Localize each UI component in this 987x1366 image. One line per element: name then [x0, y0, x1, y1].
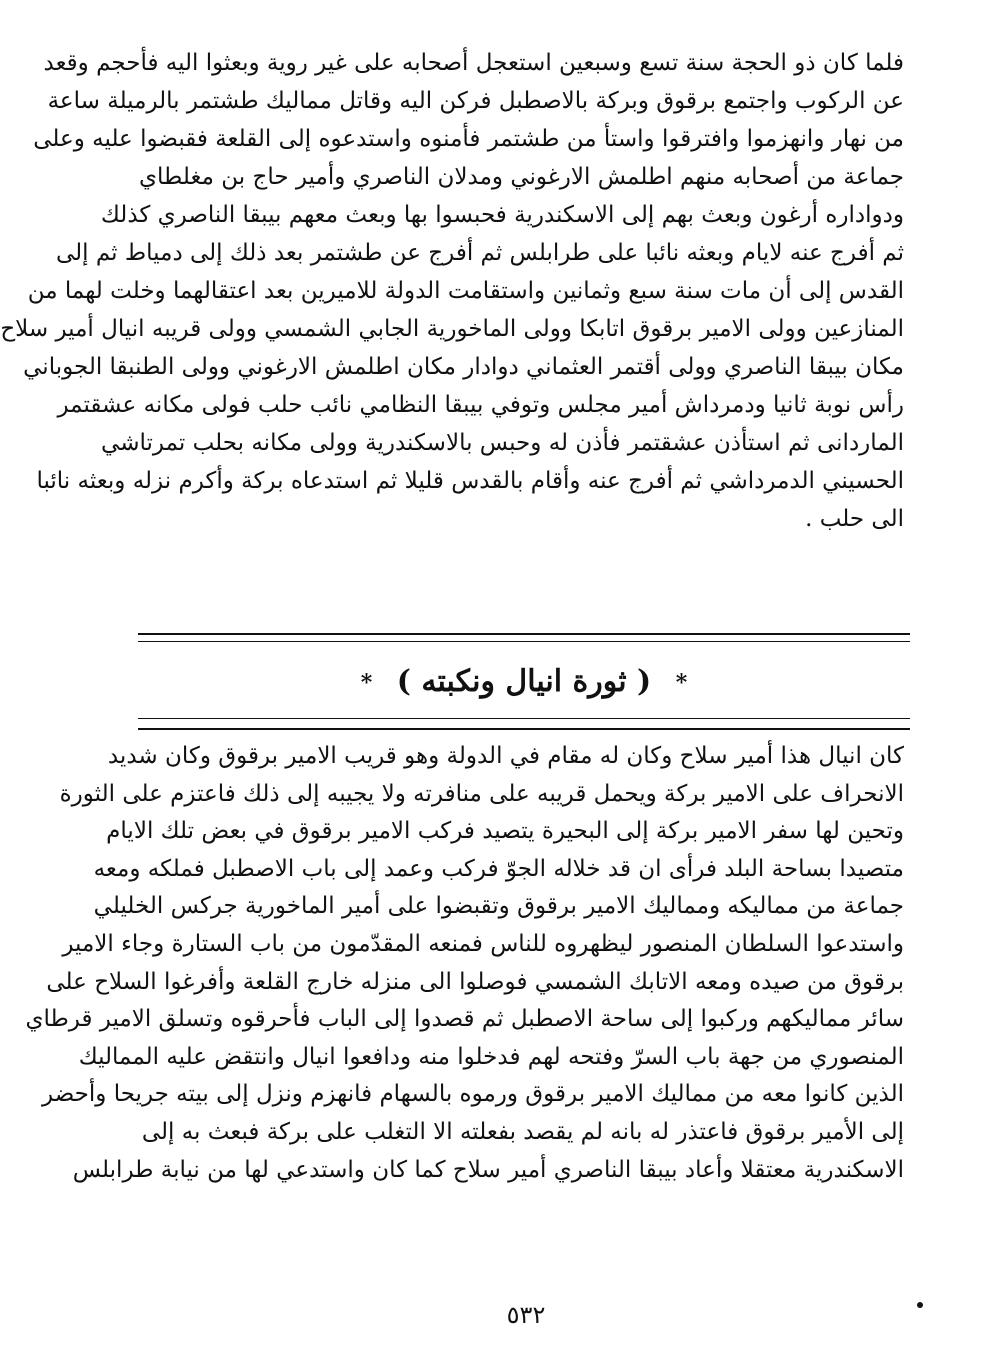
section-divider-top-inner: [138, 641, 910, 642]
page-number: ٥٣٢: [506, 1301, 546, 1329]
text-line: فلما كان ذو الحجة سنة تسع وسبعين استعجل أصحابه على غير روية وبعثوا اليه فأحجم وقعد: [43, 50, 904, 76]
paragraph-revolt: [25, 738, 904, 1189]
text-line: المنصوري من جهة باب السرّ وفتحه لهم فدخلوا منه ودافعوا انيال وانتقض عليه المماليك: [78, 1043, 904, 1070]
section-divider-bottom-inner: [138, 718, 910, 719]
text-line: القدس إلى أن مات سنة سبع وثمانين واستقامت الدولة للاميرين بعد اعتقالهما وخلت لهما من: [27, 278, 904, 304]
text-line: الحسيني الدمرداشي ثم أفرج عنه وأقام بالقدس قليلا ثم استدعاه بركة وأكرم نزله وبعثه نائبا: [36, 468, 904, 494]
text-line: وتحين لها سفر الامير بركة إلى البحيرة يتصيد فركب الامير برقوق في بعض تلك الايام: [106, 818, 904, 845]
paragraph-continuation: [0, 44, 904, 538]
text-line: متصيدا بساحة البلد فرأى ان قد خلاله الجوّ فركب وعمد إلى باب الاصطبل فملكه ومعه: [93, 855, 904, 882]
heading-star-left: *: [360, 670, 373, 696]
text-line: جماعة من أصحابه منهم اطلمش الارغوني ومدلان الناصري وأمير حاج بن مغلطاي: [139, 164, 904, 190]
text-line: ودواداره أرغون وبعث بهم إلى الاسكندرية فحبسوا بها وبعث معهم بيبقا الناصري كذلك: [100, 202, 904, 228]
text-line: الماردانى ثم استأذن عشقتمر فأذن له وحبس بالاسكندرية وولى مكانه بحلب تمرتاشي: [101, 430, 904, 456]
text-line: كان انيال هذا أمير سلاح وكان له مقام في الدولة وهو قريب الامير برقوق وكان شديد: [107, 743, 904, 769]
section-divider-top: [138, 633, 910, 635]
margin-dot: [917, 1302, 923, 1308]
text-line: ثم أفرج عنه لايام وبعثه نائبا على طرابلس ثم أفرج عن طشتمر بعد ذلك إلى دمياط ثم إلى: [56, 240, 904, 266]
text-line: الذين كانوا معه من مماليك الامير برقوق ورموه بالسهام فانهزم ونزل إلى بيته جريحا وأحضر: [42, 1081, 904, 1108]
section-heading: [138, 660, 910, 705]
text-line: الانحراف على الامير بركة ويحمل قريبه على منافرته ولا يجيبه إلى ذلك فاعتزم على الثورة: [59, 780, 904, 807]
heading-title: ( ثورة انيال ونكبته ): [396, 664, 652, 699]
text-line: من نهار وانهزموا وافترقوا واستأ من طشتمر فأمنوه واستدعوه إلى القلعة فقبضوا عليه وعلى: [33, 126, 904, 152]
section-divider-bottom: [138, 728, 910, 730]
text-line: الى حلب .: [805, 506, 904, 532]
heading-star-right: *: [675, 670, 688, 696]
text-line: برقوق من صيده ومعه الاتابك الشمسي فوصلوا الى منزله خارج القلعة وأفرغوا السلاح على: [46, 968, 904, 995]
text-line: إلى الأمير برقوق فاعتذر له بانه لم يقصد بفعلته الا التغلب على بركة فبعث به إلى: [141, 1118, 904, 1145]
text-line: الاسكندرية معتقلا وأعاد بيبقا الناصري أمير سلاح كما كان واستدعي لها من نيابة طرابلس: [72, 1156, 904, 1183]
text-line: رأس نوبة ثانيا ودمرداش أمير مجلس وتوفي بيبقا النظامي نائب حلب فولى مكانه عشقتمر: [57, 392, 904, 418]
text-line: المنازعين وولى الامير برقوق اتابكا وولى الماخورية الجابي الشمسي وولى قريبه انيال أمير سلاح: [0, 316, 904, 342]
text-line: مكان بيبقا الناصري وولى أقتمر العثماني دوادار مكان اطلمش الارغوني وولى الطنبقا الجوباني: [23, 354, 904, 380]
text-line: سائر مماليكهم وركبوا إلى ساحة الاصطبل ثم قصدوا إلى الباب فأحرقوه وتسلق الامير قرطاي: [25, 1006, 904, 1033]
text-line: عن الركوب واجتمع برقوق وبركة بالاصطبل فركن اليه وقاتل مماليك طشتمر بالرميلة ساعة: [47, 88, 904, 114]
text-line: جماعة من مماليكه ومماليك الامير برقوق وتقبضوا على أمير الماخورية جركس الخليلي: [93, 893, 904, 920]
text-line: واستدعوا السلطان المنصور ليظهروه للناس فمنعه المقدّمون من باب الستارة وجاء الامير: [62, 930, 904, 957]
